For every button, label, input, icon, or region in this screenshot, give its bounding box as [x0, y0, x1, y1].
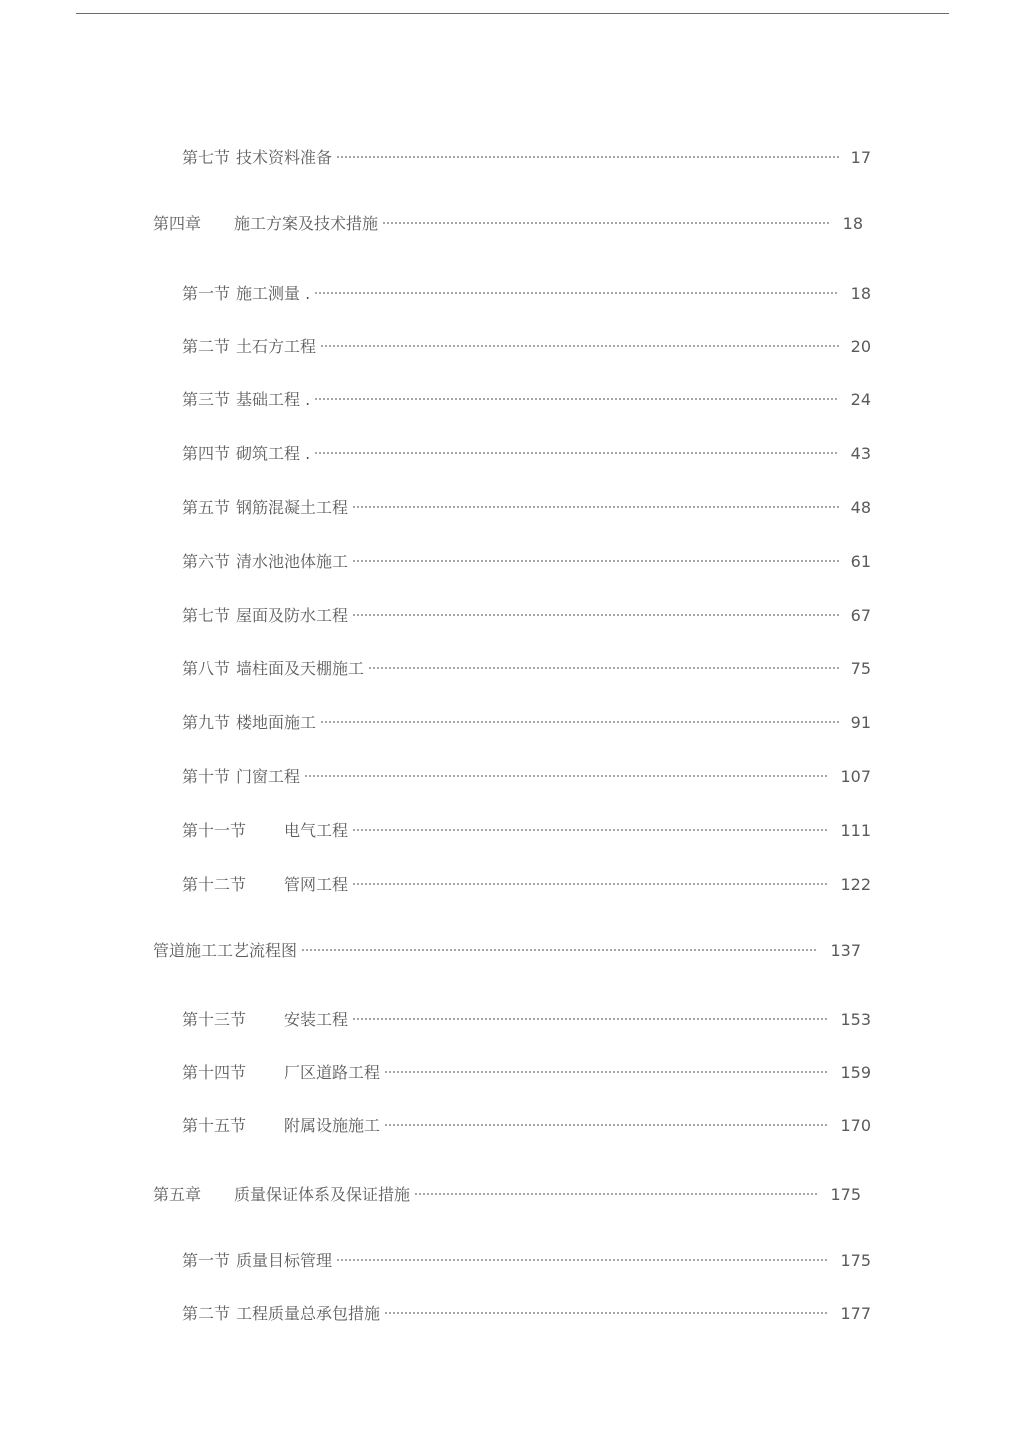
toc-page-number: 18 — [842, 214, 863, 233]
toc-page-number: 20 — [850, 337, 871, 356]
toc-title: 管道施工工艺流程图 — [153, 941, 298, 960]
toc-title: 质量保证体系及保证措施 — [234, 1185, 411, 1204]
toc-number: 第五节 — [182, 498, 231, 517]
toc-leader-dots — [314, 381, 838, 405]
toc-label — [182, 442, 310, 466]
toc-title: 施工方案及技术措施 — [234, 214, 379, 233]
toc-entry[interactable] — [182, 543, 871, 574]
toc-leader-dots — [314, 275, 838, 299]
toc-label — [182, 657, 364, 681]
toc-entry[interactable] — [182, 1107, 871, 1138]
toc-page-number: 17 — [850, 148, 871, 167]
toc-title: 技术资料准备 — [236, 148, 333, 167]
toc-page-number: 122 — [840, 875, 871, 894]
toc-label — [182, 335, 316, 359]
toc-label — [182, 1249, 332, 1273]
toc-leader-dots — [304, 758, 828, 782]
toc-leader-dots — [352, 597, 839, 621]
toc-page-number: 111 — [840, 821, 871, 840]
toc-number: 第十一节 — [182, 821, 247, 840]
toc-label — [182, 1008, 348, 1032]
toc-title: 工程质量总承包措施 — [236, 1304, 381, 1323]
toc-label — [182, 1061, 380, 1085]
toc-label — [153, 212, 378, 236]
toc-title: 附属设施施工 — [284, 1116, 381, 1135]
toc-page-number: 48 — [850, 498, 871, 517]
toc-number: 第十节 — [182, 767, 231, 786]
toc-label — [153, 1183, 410, 1207]
toc-title: 清水池池体施工 — [236, 552, 349, 571]
toc-label — [182, 604, 348, 628]
toc-entry[interactable] — [182, 489, 871, 520]
toc-title: 屋面及防水工程 — [236, 606, 349, 625]
toc-leader-dots — [352, 489, 839, 513]
toc-title: 土石方工程 — [236, 337, 317, 356]
toc-page-number: 43 — [850, 444, 871, 463]
toc-entry[interactable] — [182, 381, 871, 412]
toc-label — [182, 550, 348, 574]
toc-entry[interactable] — [182, 758, 871, 789]
toc-entry[interactable] — [182, 704, 871, 735]
toc-label — [182, 282, 310, 306]
toc-leader-dots — [320, 328, 839, 352]
toc-title: 楼地面施工 — [236, 713, 317, 732]
toc-page-number: 24 — [850, 390, 871, 409]
toc-page-number: 18 — [850, 284, 871, 303]
toc-label — [182, 1114, 380, 1138]
toc-page-number: 153 — [840, 1010, 871, 1029]
toc-label — [182, 873, 348, 897]
toc-entry[interactable] — [153, 932, 861, 963]
toc-leader-dots — [336, 1242, 828, 1266]
toc-page-number: 91 — [850, 713, 871, 732]
toc-entry[interactable] — [182, 1054, 871, 1085]
toc-number: 第一节 — [182, 1251, 231, 1270]
toc-title: 钢筋混凝土工程 — [236, 498, 349, 517]
toc-page-number: 177 — [840, 1304, 871, 1323]
toc-entry[interactable] — [182, 866, 871, 897]
toc-number: 第五章 — [153, 1185, 202, 1204]
toc-entry[interactable] — [182, 139, 871, 170]
toc-entry[interactable] — [182, 435, 871, 466]
toc-leader-dots — [336, 139, 839, 163]
toc-number: 第六节 — [182, 552, 231, 571]
toc-number: 第十五节 — [182, 1116, 247, 1135]
toc-leader-dots — [384, 1107, 828, 1131]
toc-entry[interactable] — [182, 328, 871, 359]
toc-leader-dots — [352, 812, 828, 836]
toc-title: 基础工程 . — [236, 390, 311, 409]
toc-title: 安装工程 — [284, 1010, 349, 1029]
toc-page-number: 107 — [840, 767, 871, 786]
toc-label — [182, 496, 348, 520]
toc-number: 第四节 — [182, 444, 231, 463]
toc-page-number: 175 — [830, 1185, 861, 1204]
toc-label — [182, 765, 300, 789]
toc-number: 第二节 — [182, 1304, 231, 1323]
toc-label — [182, 819, 348, 843]
toc-number: 第九节 — [182, 713, 231, 732]
toc-leader-dots — [352, 866, 828, 890]
toc-page-number: 159 — [840, 1063, 871, 1082]
toc-leader-dots — [301, 932, 818, 956]
toc-number: 第八节 — [182, 659, 231, 678]
toc-leader-dots — [352, 1001, 828, 1025]
toc-title: 砌筑工程 . — [236, 444, 311, 463]
toc-number: 第十三节 — [182, 1010, 247, 1029]
toc-entry[interactable] — [153, 205, 863, 236]
toc-label — [182, 711, 316, 735]
toc-page-number: 170 — [840, 1116, 871, 1135]
toc-entry[interactable] — [153, 1176, 861, 1207]
toc-leader-dots — [314, 435, 838, 459]
toc-title: 门窗工程 — [236, 767, 301, 786]
toc-title: 质量目标管理 — [236, 1251, 333, 1270]
toc-leader-dots — [382, 205, 831, 229]
toc-leader-dots — [320, 704, 839, 728]
toc-page-number: 67 — [850, 606, 871, 625]
toc-page-number: 137 — [830, 941, 861, 960]
toc-number: 第七节 — [182, 148, 231, 167]
toc-leader-dots — [384, 1295, 828, 1319]
toc-page-number: 75 — [850, 659, 871, 678]
toc-leader-dots — [384, 1054, 828, 1078]
toc-entry[interactable] — [182, 1001, 871, 1032]
toc-entry[interactable] — [182, 275, 871, 306]
toc-number: 第二节 — [182, 337, 231, 356]
toc-entry[interactable] — [182, 812, 871, 843]
toc-page-number: 61 — [850, 552, 871, 571]
toc-entry[interactable] — [182, 1295, 871, 1326]
toc-number: 第十二节 — [182, 875, 247, 894]
toc-title: 厂区道路工程 — [284, 1063, 381, 1082]
toc-label — [182, 388, 310, 412]
toc-title: 电气工程 — [284, 821, 349, 840]
header-rule — [76, 13, 949, 14]
toc-label — [182, 1302, 380, 1326]
toc-page-number: 175 — [840, 1251, 871, 1270]
toc-number: 第七节 — [182, 606, 231, 625]
toc-number: 第三节 — [182, 390, 231, 409]
toc-entry[interactable] — [182, 1242, 871, 1273]
toc-title: 墙柱面及天棚施工 — [236, 659, 365, 678]
toc-title: 施工测量 . — [236, 284, 311, 303]
toc-leader-dots — [414, 1176, 818, 1200]
toc-number: 第四章 — [153, 214, 202, 233]
toc-leader-dots — [352, 543, 839, 567]
toc-entry[interactable] — [182, 650, 871, 681]
toc-title: 管网工程 — [284, 875, 349, 894]
toc-number: 第一节 — [182, 284, 231, 303]
toc-leader-dots — [368, 650, 839, 674]
toc-label — [182, 146, 332, 170]
toc-label — [153, 939, 297, 963]
toc-entry[interactable] — [182, 597, 871, 628]
toc-number: 第十四节 — [182, 1063, 247, 1082]
